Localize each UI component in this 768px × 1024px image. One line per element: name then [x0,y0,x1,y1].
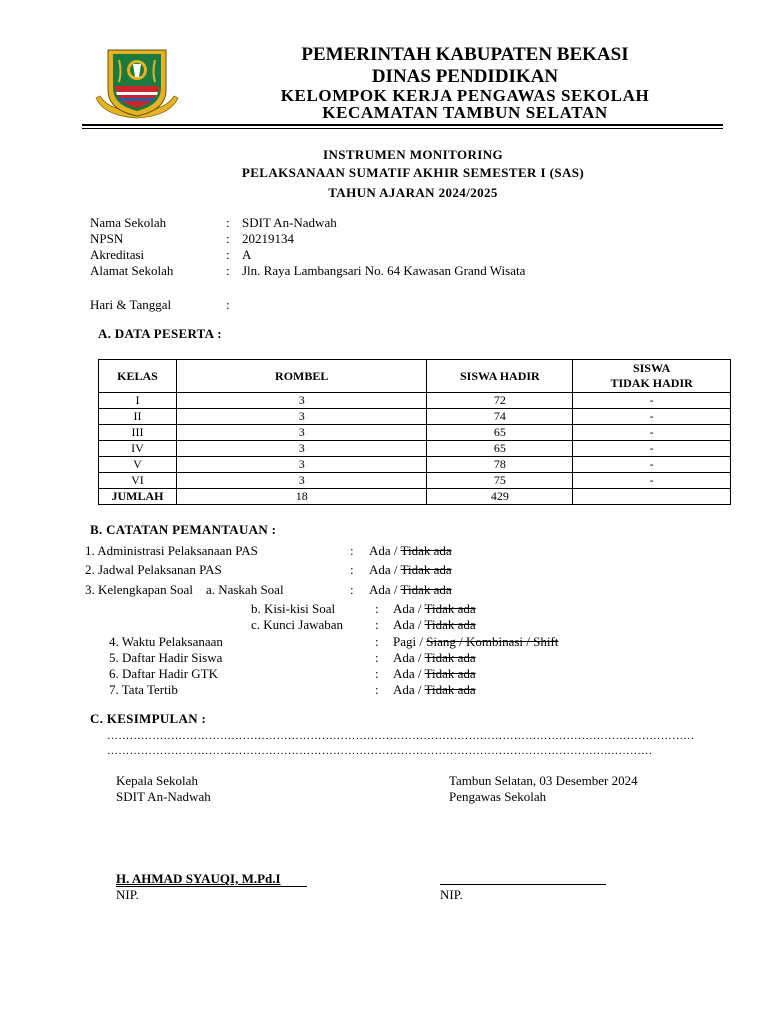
cell-kelas: II [99,409,177,425]
info-label-accreditation: Akreditasi [90,247,145,262]
signature-left-name: H. AHMAD SYAUQI, M.Pd.I [116,871,281,886]
checklist-label: b. Kisi-kisi Soal [251,601,336,616]
doc-academic-year: TAHUN AJARAN 2024/2025 [328,185,498,200]
answer-struck: Tidak ada [424,601,476,616]
answer-kept: Ada / [393,617,425,632]
answer-struck: Tidak ada [424,650,476,665]
checklist-answer [393,666,476,682]
table-row [99,409,731,425]
cell-tidak-hadir: - [573,393,731,409]
signature-left-role: Kepala Sekolah [116,773,198,788]
checklist-answer [393,682,476,698]
checklist-colon: : [375,601,379,616]
checklist-colon: : [350,562,354,577]
cell-tidak-hadir: - [573,457,731,473]
info-colon: : [226,215,230,230]
answer-kept: Pagi / [393,634,427,649]
checklist-answer [369,562,452,578]
answer-kept: Ada / [393,650,425,665]
cell-hadir: 78 [427,457,573,473]
checklist-label: 3. Kelengkapan Soal a. Naskah Soal [85,582,284,597]
info-label-address: Alamat Sekolah [90,263,174,278]
cell-rombel: 3 [176,473,427,489]
checklist-colon: : [350,582,354,597]
checklist-answer [393,601,476,617]
section-c-title: C. KESIMPULAN : [90,711,207,726]
answer-struck: Tidak ada [400,582,452,597]
table-header-row [99,360,731,393]
cell-hadir: 75 [427,473,573,489]
header-tidak-line2: TIDAK HADIR [610,376,693,390]
checklist-colon: : [375,617,379,632]
checklist-colon: : [375,650,379,665]
cell-hadir: 65 [427,425,573,441]
cell-total-rombel: 18 [176,489,427,505]
info-colon: : [226,231,230,246]
cell-hadir: 72 [427,393,573,409]
info-value-accreditation: A [242,247,252,262]
cell-tidak-hadir: - [573,425,731,441]
cell-total-hadir: 429 [427,489,573,505]
info-colon: : [226,263,230,278]
answer-struck: Tidak ada [400,562,452,577]
letterhead-district: KECAMATAN TAMBUN SELATAN [322,103,608,122]
cell-rombel: 3 [176,441,427,457]
letterhead-government: PEMERINTAH KABUPATEN BEKASI [301,44,629,65]
cell-kelas: V [99,457,177,473]
checklist-label: 1. Administrasi Pelaksanaan PAS [85,543,258,558]
info-value-npsn: 20219134 [242,231,294,246]
info-label-date: Hari & Tanggal [90,297,172,312]
cell-kelas: I [99,393,177,409]
doc-subtitle: PELAKSANAAN SUMATIF AKHIR SEMESTER I (SAS) [241,165,585,180]
checklist-answer [369,543,452,559]
checklist-colon: : [350,543,354,558]
conclusion-line-2: …………………………………………………………………………………………………………………….………… [107,745,653,757]
table-row [99,441,731,457]
header-siswa-tidak-hadir [573,360,731,393]
signature-right-role: Pengawas Sekolah [449,789,547,804]
checklist-label: 5. Daftar Hadir Siswa [109,650,223,665]
header-siswa-hadir: SISWA HADIR [427,360,573,393]
checklist-answer [393,634,558,650]
cell-rombel: 3 [176,409,427,425]
checklist-colon: : [375,666,379,681]
signature-left-nip: NIP. [116,887,139,902]
checklist-label: 2. Jadwal Pelaksanan PAS [85,562,222,577]
cell-jumlah-label: JUMLAH [99,489,177,505]
table-row [99,457,731,473]
header-tidak-line1: SISWA [632,361,671,375]
answer-kept: Ada / [393,682,425,697]
signature-right-place-date: Tambun Selatan, 03 Desember 2024 [449,773,638,788]
answer-struck: Tidak ada [424,666,476,681]
checklist-answer [393,617,476,633]
info-value-address: Jln. Raya Lambangsari No. 64 Kawasan Grand Wisata [242,263,526,278]
cell-total-tidak-hadir [573,489,731,505]
checklist-label: 7. Tata Tertib [109,682,178,697]
answer-struck: Siang / Kombinasi / Shift [426,634,559,649]
conclusion-line-1: ………………………………………………………………………………………………………………………………………… [107,730,695,742]
section-a-title: A. DATA PESERTA : [98,326,222,341]
answer-kept: Ada / [393,666,425,681]
signature-right-nip: NIP. [440,887,463,902]
info-colon: : [226,247,230,262]
info-label-school-name: Nama Sekolah [90,215,167,230]
answer-struck: Tidak ada [424,682,476,697]
checklist-label: 6. Daftar Hadir GTK [109,666,219,681]
answer-kept: Ada / [369,562,401,577]
table-total-row [99,489,731,505]
participant-table [98,359,731,505]
cell-rombel: 3 [176,393,427,409]
table-row [99,393,731,409]
cell-tidak-hadir: - [573,473,731,489]
checklist-answer [393,650,476,666]
checklist-answer [369,582,452,598]
doc-title: INSTRUMEN MONITORING [322,147,504,162]
cell-kelas: VI [99,473,177,489]
info-value-school-name: SDIT An-Nadwah [242,215,337,230]
cell-kelas: III [99,425,177,441]
cell-tidak-hadir: - [573,441,731,457]
checklist-label: 4. Waktu Pelaksanaan [109,634,223,649]
letterhead-rule-thin [82,128,723,129]
info-label-npsn: NPSN [90,231,124,246]
checklist-colon: : [375,682,379,697]
cell-kelas: IV [99,441,177,457]
table-row [99,425,731,441]
cell-rombel: 3 [176,457,427,473]
answer-kept: Ada / [369,543,401,558]
cell-tidak-hadir: - [573,409,731,425]
signature-left-school: SDIT An-Nadwah [116,789,211,804]
answer-kept: Ada / [369,582,401,597]
cell-rombel: 3 [176,425,427,441]
checklist-colon: : [375,634,379,649]
table-row [99,473,731,489]
letterhead-rule-thick [82,124,723,126]
letterhead-agency: DINAS PENDIDIKAN [371,66,559,87]
checklist-label: c. Kunci Jawaban [251,617,344,632]
cell-hadir: 65 [427,441,573,457]
letterhead-working-group: KELOMPOK KERJA PENGAWAS SEKOLAH [280,86,650,105]
info-colon: : [226,297,230,312]
answer-kept: Ada / [393,601,425,616]
signature-right-line [440,884,606,885]
answer-struck: Tidak ada [424,617,476,632]
signature-left-line [116,886,307,887]
header-kelas: KELAS [99,360,177,393]
answer-struck: Tidak ada [400,543,452,558]
section-b-title: B. CATATAN PEMANTAUAN : [90,522,277,537]
bekasi-crest-logo [94,44,180,122]
cell-hadir: 74 [427,409,573,425]
header-rombel: ROMBEL [176,360,427,393]
